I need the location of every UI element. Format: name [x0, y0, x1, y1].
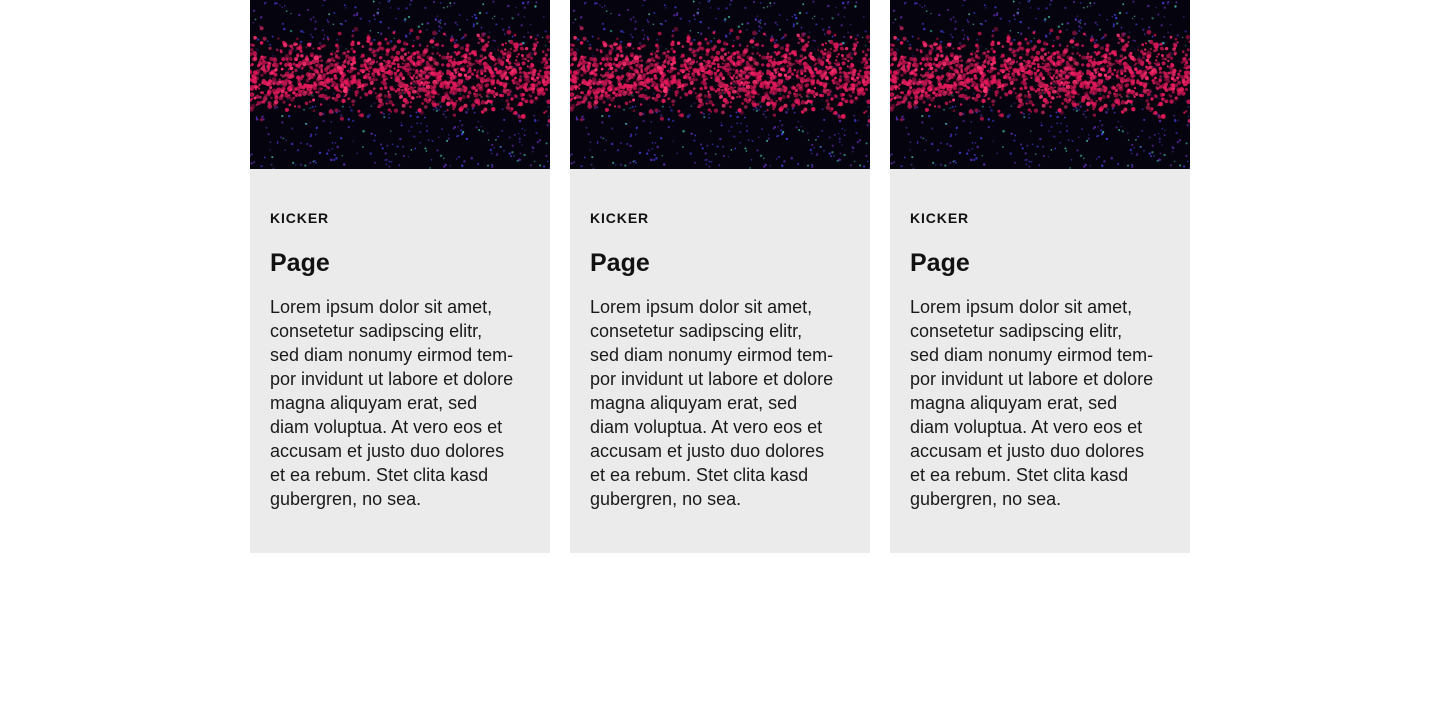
card-title[interactable]: Page [270, 249, 330, 277]
teaser-card[interactable] [570, 0, 870, 553]
microscopy-cells-graphic [570, 0, 870, 169]
card-title[interactable]: Page [590, 249, 650, 277]
card-body [570, 169, 870, 511]
card-kicker: KICKER [910, 210, 970, 226]
microscopy-cells-graphic [890, 0, 1190, 169]
card-kicker: KICKER [590, 210, 650, 226]
microscopy-image [890, 0, 1190, 169]
card-text: Lorem ipsum dolor sit amet, consetetur sadipscing elitr, sed diam nonumy eirmod tem- por invidunt ut labore et dolore magna aliquyam erat, sed diam voluptua. At vero eos et accusam et justo duo dolores et ea rebum. Stet clita kasd gubergren, no sea. [270, 297, 514, 509]
microscopy-cells-graphic [250, 0, 550, 169]
card-body [250, 169, 550, 511]
card-text: Lorem ipsum dolor sit amet, consetetur sadipscing elitr, sed diam nonumy eirmod tem- por invidunt ut labore et dolore magna aliquyam erat, sed diam voluptua. At vero eos et accusam et justo duo dolores et ea rebum. Stet clita kasd gubergren, no sea. [590, 297, 834, 509]
microscopy-image [570, 0, 870, 169]
card-text: Lorem ipsum dolor sit amet, consetetur sadipscing elitr, sed diam nonumy eirmod tem- por invidunt ut labore et dolore magna aliquyam erat, sed diam voluptua. At vero eos et accusam et justo duo dolores et ea rebum. Stet clita kasd gubergren, no sea. [910, 297, 1154, 509]
card-title[interactable]: Page [910, 249, 970, 277]
teaser-card[interactable] [250, 0, 550, 553]
teaser-card[interactable] [890, 0, 1190, 553]
microscopy-image [250, 0, 550, 169]
card-body [890, 169, 1190, 511]
card-kicker: KICKER [270, 210, 330, 226]
teaser-grid [250, 0, 1190, 553]
